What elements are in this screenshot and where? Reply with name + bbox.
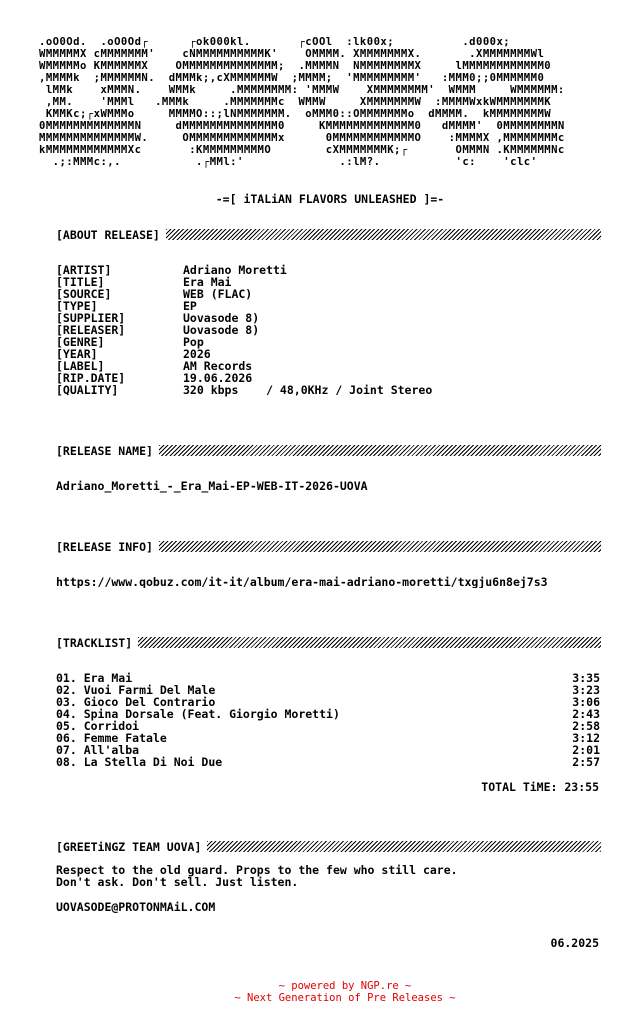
- track-title: 01. Era Mai: [56, 671, 133, 685]
- track-title: 07. All'alba: [56, 743, 140, 757]
- track-time: 2:57: [572, 755, 600, 769]
- track-title: 03. Gioco Del Contrario: [56, 695, 216, 709]
- info-row-title: [TITLE] Era Mai: [56, 275, 232, 289]
- track-time: 3:35: [572, 671, 600, 685]
- release-name-header: [56, 444, 601, 457]
- info-row-artist: [ARTIST] Adriano Moretti: [56, 263, 287, 277]
- track-title: 05. Corridoi: [56, 719, 140, 733]
- track-time: 3:23: [572, 683, 600, 697]
- release-name-title: [RELEASE NAME]: [56, 443, 153, 458]
- about-release-title: [ABOUT RELEASE]: [56, 227, 160, 242]
- contact-email[interactable]: UOVASODE@PROTONMAiL.COM: [56, 900, 216, 914]
- greetings-header: [56, 840, 601, 853]
- track-row: [56, 756, 600, 768]
- tagline: -=[ iTALiAN FLAVORS UNLEASHED ]=-: [215, 192, 445, 206]
- track-title: 06. Femme Fatale: [56, 731, 167, 745]
- footer: [0, 980, 632, 1004]
- release-info-title: [RELEASE INFO]: [56, 539, 153, 554]
- info-row-source: [SOURCE] WEB (FLAC): [56, 287, 253, 301]
- track-time: 3:06: [572, 695, 600, 709]
- info-row-genre: [GENRE] Pop: [56, 335, 204, 349]
- greetings-title: [GREETiNGZ TEAM UOVA]: [56, 839, 202, 854]
- release-date: 06.2025: [550, 936, 599, 950]
- footer-line-1: ~ powered by NGP.re ~: [278, 980, 412, 992]
- footer-line-2: ~ Next Generation of Pre Releases ~: [234, 992, 456, 1004]
- tracklist: [56, 672, 600, 768]
- ascii-art-logo: .oO0Od. .oO0Od┌ ┌ok000kl. ┌cOOl :lk00x; .d000x; WMMMMMX cMMMMMMM' cNMMMMMMMMMMK' OMMMM. XMMMMMMMX. .XMMMMMMMWl WMMMMMo KMMMMMMX OMMMMMMMMMMMMMM; .MMMMN NMMMMMMMMX lMMMMMMMMMMMM0 ,MMMMk ;MMMMMMN. dMMMk;,cXMMMMMMW ;MMMM; 'MMMMMMMMM' :MMM0;;0MMMMMM0 lMMk xMMMN. WMMk .MMMMMMMM: 'MMMW XMMMMMMMM' WMMM WMMMMMM: ,MM. 'MMMl .MMMk .MMMMMMMc WMMW XMMMMMMMW :MMMMWxkWMMMMMMMK KMMKc;┌xWMMMo MMMMO::;lNMMMMMMM. oMMM0::OMMMMMMMo dMMMM. kMMMMMMMMW 0MMMMMMMMMMMMMN dMMMMMMMMMMMMMM0 KMMMMMMMMMMMMM0 dMMMM' 0MMMMMMMMN MMMMMMMMMMMMMMW. OMMMMMMMMMMMMMx 0MMMMMMMMMMMMO :MMMMX ,MMMMMMMMc kMMMMMMMMMMMMXc :KMMMMMMMMMO cXMMMMMMMK;┌ OMMMN .KMMMMMMNc .;:MMMc:,. .┌MMl:' .:lM?. 'c: 'clc': [39, 36, 565, 168]
- info-row-label: [LABEL] AM Records: [56, 359, 253, 373]
- header-hatch-divider: [159, 445, 601, 456]
- info-row-releaser: [RELEASER] Uovasode 8): [56, 323, 260, 337]
- about-release-info: [56, 264, 432, 396]
- track-title: 04. Spina Dorsale (Feat. Giorgio Moretti): [56, 707, 340, 721]
- header-hatch-divider: [138, 637, 601, 648]
- info-row-supplier: [SUPPLIER] Uovasode 8): [56, 311, 260, 325]
- info-row-type: [TYPE] EP: [56, 299, 197, 313]
- track-time: 3:12: [572, 731, 600, 745]
- info-row-quality: [QUALITY] 320 kbps / 48,0KHz / Joint Stereo: [56, 383, 433, 397]
- release-name-value: Adriano_Moretti_-_Era_Mai-EP-WEB-IT-2026-UOVA: [56, 479, 368, 493]
- header-hatch-divider: [207, 841, 601, 852]
- tracklist-header: [56, 636, 601, 649]
- track-time: 2:58: [572, 719, 600, 733]
- header-hatch-divider: [159, 541, 601, 552]
- info-row-year: [YEAR] 2026: [56, 347, 211, 361]
- track-time: 2:43: [572, 707, 600, 721]
- total-time: TOTAL TiME: 23:55: [481, 780, 599, 794]
- about-release-header: [56, 228, 601, 241]
- release-info-header: [56, 540, 601, 553]
- greetings-text: Respect to the old guard. Props to the few who still care. Don't ask. Don't sell. Just listen.: [56, 863, 458, 889]
- tracklist-title: [TRACKLIST]: [56, 635, 133, 650]
- release-info-url[interactable]: https://www.qobuz.com/it-it/album/era-mai-adriano-moretti/txgju6n8ej7s3: [56, 576, 548, 588]
- header-hatch-divider: [166, 229, 601, 240]
- track-title: 02. Vuoi Farmi Del Male: [56, 683, 216, 697]
- info-row-rip-date: [RIP.DATE] 19.06.2026: [56, 371, 253, 385]
- track-time: 2:01: [572, 743, 600, 757]
- track-title: 08. La Stella Di Noi Due: [56, 755, 223, 769]
